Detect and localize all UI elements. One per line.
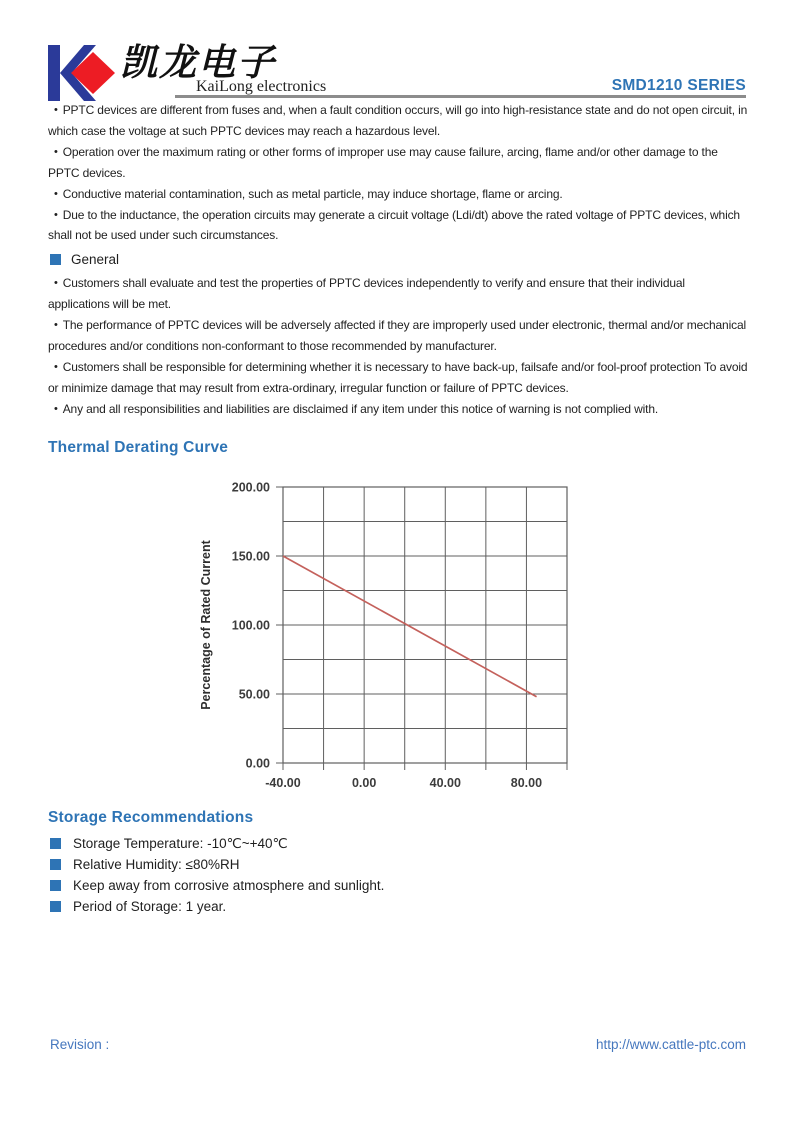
svg-text:0.00: 0.00	[351, 775, 377, 790]
svg-text:0.00: 0.00	[245, 756, 270, 771]
general-text: The performance of PPTC devices will be adversely affected if they are improperly used under electronic, thermal and/or mechanical procedures and/or conditions non-conformant to those recommended by manufacturer.	[48, 318, 746, 354]
general-paragraph	[48, 399, 749, 420]
notice-text: PPTC devices are different from fuses and, when a fault condition occurs, will go into high-resistance state and do not open circuit, in which case the voltage at such PPTC devices may reach a hazardous level.	[48, 103, 748, 138]
thermal-derating-heading: Thermal Derating Curve	[48, 438, 229, 456]
square-bullet-icon	[50, 880, 61, 891]
bullet-dot: •	[54, 402, 58, 415]
storage-list-item	[48, 854, 749, 875]
notice-text: Due to the inductance, the operation circuits may generate a circuit voltage (Ldi/dt) above the rated voltage of PPTC devices, which shall not be used under such circumstances.	[48, 207, 740, 243]
notice-section	[48, 100, 749, 246]
notice-paragraph	[48, 100, 749, 142]
page-content	[48, 100, 749, 917]
general-heading	[50, 249, 749, 270]
svg-text:80.00: 80.00	[510, 775, 543, 790]
general-section	[48, 273, 749, 419]
storage-list-item	[48, 833, 749, 854]
notice-text: Conductive material contamination, such as metal particle, may induce shortage, flame or arcing.	[62, 186, 563, 201]
square-bullet-icon	[50, 901, 61, 912]
series-title: SMD1210 SERIES	[611, 77, 746, 94]
bullet-dot: •	[54, 360, 58, 373]
bullet-dot: •	[54, 187, 58, 200]
square-bullet-icon	[50, 254, 61, 265]
storage-list-item	[48, 875, 749, 896]
storage-item-text: Relative Humidity: ≤80%RH	[73, 856, 240, 872]
bullet-dot: •	[54, 145, 58, 158]
general-paragraph	[48, 357, 749, 399]
notice-paragraph	[48, 184, 749, 205]
bullet-dot: •	[54, 104, 58, 116]
general-text: Customers shall evaluate and test the properties of PPTC devices independently to verify and ensure that their individual applications will be met.	[48, 276, 685, 312]
thermal-derating-chart-svg	[170, 471, 590, 801]
svg-text:100.00: 100.00	[231, 618, 270, 633]
storage-list	[48, 833, 749, 917]
general-text: Customers shall be responsible for determining whether it is necessary to have back-up, failsafe and/or fool-proof protection To avoid or minimize damage that may result from extra-ordinary, irregular function or failure of PPTC devices.	[48, 359, 748, 395]
brand-name-english: KaiLong electronics	[196, 78, 327, 95]
general-paragraph	[48, 273, 749, 315]
general-paragraph	[48, 315, 749, 357]
svg-text:-40.00: -40.00	[265, 775, 301, 790]
notice-paragraph	[48, 142, 749, 184]
bullet-dot: •	[54, 277, 58, 290]
storage-list-item	[48, 896, 749, 917]
notice-text: Operation over the maximum rating or other forms of improper use may cause failure, arcing, flame and/or other damage to the PPTC devices.	[48, 144, 718, 180]
storage-item-text: Period of Storage: 1 year.	[73, 898, 227, 914]
svg-text:150.00: 150.00	[231, 549, 270, 564]
thermal-derating-chart	[170, 471, 590, 801]
page-header	[48, 42, 746, 98]
storage-item-text: Storage Temperature: -10℃~+40℃	[73, 835, 288, 851]
header-divider	[175, 95, 746, 98]
svg-text:40.00: 40.00	[429, 775, 461, 790]
square-bullet-icon	[50, 859, 61, 870]
bullet-dot: •	[54, 319, 58, 332]
brand-name-chinese: 凯龙电子	[120, 41, 276, 84]
notice-paragraph	[48, 205, 749, 247]
general-heading-label: General	[71, 252, 120, 268]
square-bullet-icon	[50, 838, 61, 849]
svg-text:50.00: 50.00	[238, 687, 270, 702]
bullet-dot: •	[54, 208, 58, 221]
svg-text:Percentage of Rated Current: Percentage of Rated Current	[199, 539, 213, 710]
svg-text:200.00: 200.00	[231, 480, 270, 495]
kailong-k-logo-icon	[48, 44, 116, 102]
revision-label: Revision :	[50, 1037, 110, 1052]
storage-recommendations-heading: Storage Recommendations	[48, 808, 254, 826]
general-text: Any and all responsibilities and liabilities are disclaimed if any item under this notice of warning is not complied with.	[62, 401, 659, 416]
website-link[interactable]: http://www.cattle-ptc.com	[595, 1037, 746, 1052]
storage-item-text: Keep away from corrosive atmosphere and sunlight.	[73, 877, 385, 893]
